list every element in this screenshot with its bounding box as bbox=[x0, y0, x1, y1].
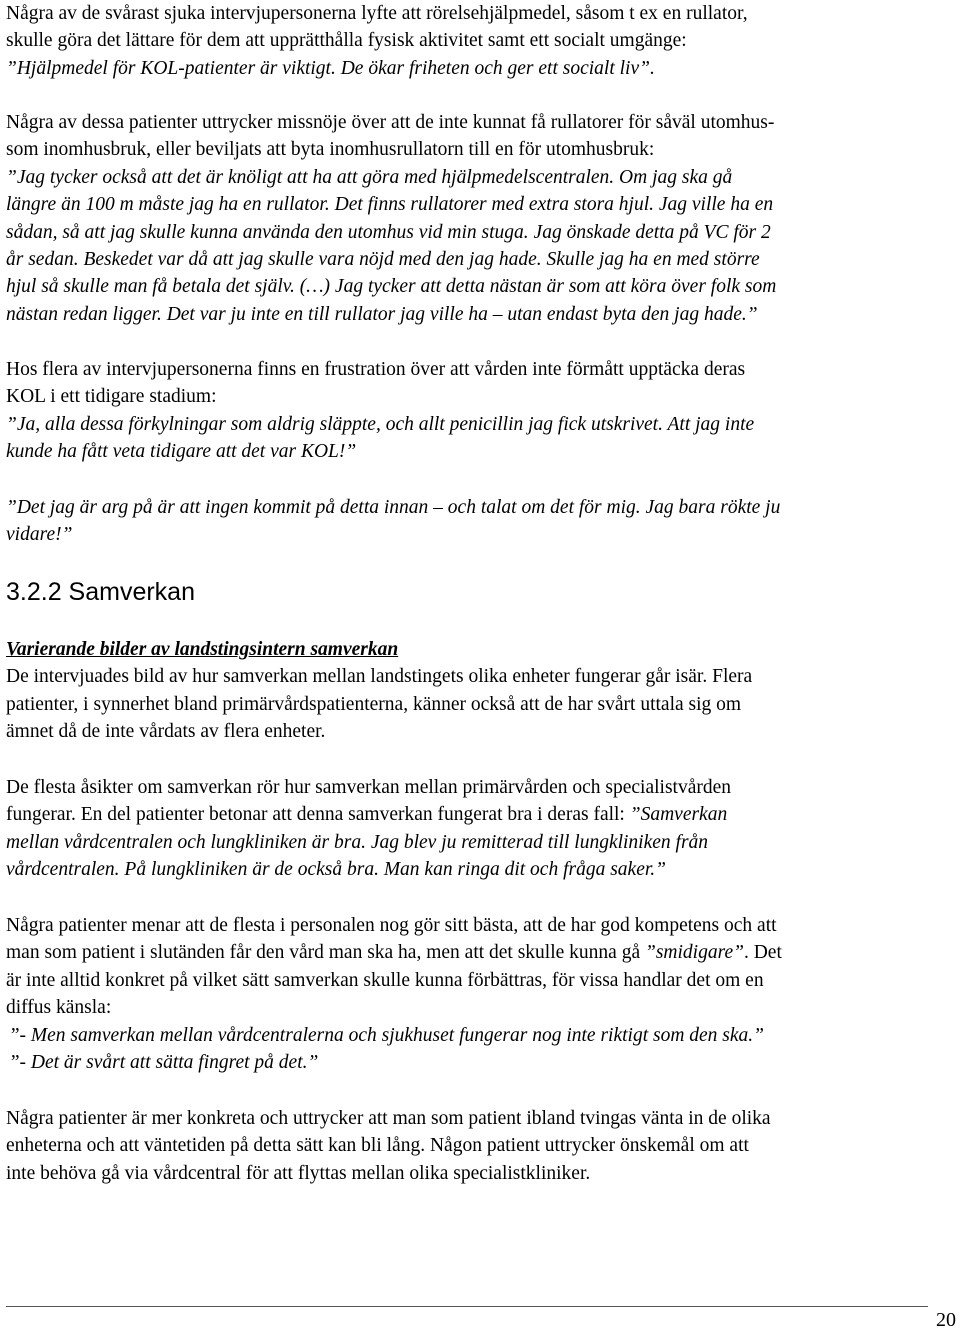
text-line: KOL i ett tidigare stadium: bbox=[6, 386, 217, 408]
page-number: 20 bbox=[936, 1309, 956, 1331]
paragraph-mobility-aids bbox=[6, 0, 958, 82]
quote-line: ”Hjälpmedel för KOL-patienter är viktigt. De ökar friheten och ger ett socialt liv”. bbox=[6, 57, 655, 79]
text-line bbox=[6, 939, 958, 966]
text-line: patienter, i synnerhet bland primärvårdspatienterna, känner också att de har svårt uttala sig om bbox=[6, 693, 742, 715]
text-line: skulle göra det lättare för dem att upprätthålla fysisk aktivitet samt ett socialt umgänge: bbox=[6, 30, 687, 52]
text-line: Några patienter menar att de flesta i personalen nog gör sitt bästa, att de har god kompetens och att bbox=[6, 915, 777, 936]
text-line: ämnet då de inte vårdats av flera enheter. bbox=[6, 721, 326, 743]
text-line bbox=[6, 801, 958, 828]
quote-line: längre än 100 m måste jag ha en rullator. Det finns rullatorer med extra stora hjul. Jag ville ha en bbox=[6, 194, 774, 216]
text-line: Några av dessa patienter uttrycker missnöje över att de inte kunnat få rullatorer för såväl utomhus- bbox=[6, 112, 775, 133]
text-line: Hos flera av intervjupersonerna finns en frustration över att vården inte förmått upptäcka deras bbox=[6, 359, 746, 380]
paragraph-late-diagnosis bbox=[6, 356, 958, 466]
quote-line: sådan, så att jag skulle kunna använda den utomhus vid min stuga. Jag önskade detta på VC för 2 bbox=[6, 221, 771, 243]
text-line: enheterna och att väntetiden på detta sätt kan bli lång. Någon patient uttrycker önskemål om att bbox=[6, 1135, 749, 1157]
section-heading: 3.2.2 Samverkan bbox=[6, 578, 195, 606]
quote-prefix: ”- bbox=[10, 1051, 31, 1073]
quote-line: nästan redan ligger. Det var ju inte en till rullator jag ville ha – utan endast byta den jag hade.” bbox=[6, 303, 758, 325]
text-line: inte behöva gå via vårdcentral för att flyttas mellan olika specialistkliniker. bbox=[6, 1162, 591, 1184]
quote-run: ”smidigare” bbox=[645, 942, 744, 964]
quote-run: ”Samverkan bbox=[629, 804, 728, 826]
text-line: som inomhusbruk, eller beviljats att byta inomhusrullatorn till en för utomhusbruk: bbox=[6, 139, 655, 161]
subheading: Varierande bilder av landstingsintern samverkan bbox=[6, 639, 399, 660]
quote-line: vidare!” bbox=[6, 524, 73, 546]
quote-line bbox=[6, 1022, 958, 1049]
text-run: man som patient i slutänden får den vård man ska ha, men att det skulle kunna gå bbox=[6, 942, 645, 964]
quote-line: ”Jag tycker också att det är knöligt att ha att göra med hjälpmedelscentralen. Om jag ska gå bbox=[6, 166, 733, 188]
paragraph-anger-quote bbox=[6, 494, 958, 549]
footer-divider bbox=[6, 1306, 928, 1307]
text-line: Några av de svårast sjuka intervjupersonerna lyfte att rörelsehjälpmedel, såsom t ex en rullator, bbox=[6, 3, 748, 24]
quote-line: hjul så skulle man få betala det själv. (…) Jag tycker att detta nästan är som att köra över folk som bbox=[6, 276, 777, 298]
text-line: Några patienter är mer konkreta och uttrycker att man som patient ibland tvingas vänta in de olika bbox=[6, 1108, 771, 1129]
paragraph-staff-competence bbox=[6, 912, 958, 1076]
quote-line: år sedan. Beskedet var då att jag skulle vara nöjd med den jag hade. Skulle jag ha en med större bbox=[6, 248, 760, 270]
text-line: De flesta åsikter om samverkan rör hur samverkan mellan primärvården och specialistvården bbox=[6, 777, 732, 798]
quote-line: kunde ha fått veta tidigare att det var KOL!” bbox=[6, 441, 357, 463]
text-line: De intervjuades bild av hur samverkan mellan landstingets olika enheter fungerar går isär. Flera bbox=[6, 666, 753, 688]
quote-line: vårdcentralen. På lungkliniken är de också bra. Man kan ringa dit och fråga saker.” bbox=[6, 859, 667, 881]
quote-line: ”Ja, alla dessa förkylningar som aldrig släppte, och allt penicillin jag fick utskrivet. Att jag inte bbox=[6, 413, 755, 435]
paragraph-rollator-dissatisfaction bbox=[6, 109, 958, 328]
text-line: är inte alltid konkret på vilket sätt samverkan skulle kunna förbättras, för vissa handlar det om en bbox=[6, 969, 764, 991]
paragraph-waiting-time bbox=[6, 1105, 958, 1187]
text-run: . Det bbox=[743, 942, 782, 964]
paragraph-internal-cooperation bbox=[6, 636, 958, 746]
quote-line bbox=[6, 1049, 958, 1076]
quote-line: ”Det jag är arg på är att ingen kommit på detta innan – och talat om det för mig. Jag bara rökte ju bbox=[6, 497, 781, 518]
text-line: diffus känsla: bbox=[6, 997, 112, 1019]
paragraph-primary-specialist bbox=[6, 774, 958, 884]
quote-prefix: ”- bbox=[10, 1024, 27, 1046]
quote-run: Men samverkan mellan vårdcentralerna och sjukhuset fungerar nog inte riktigt som den ska.” bbox=[26, 1024, 765, 1046]
quote-run: Det är svårt att sätta fingret på det.” bbox=[30, 1051, 319, 1073]
quote-line: mellan vårdcentralen och lungkliniken är bra. Jag blev ju remitterad till lungkliniken från bbox=[6, 831, 709, 853]
text-run: fungerar. En del patienter betonar att denna samverkan fungerat bra i deras fall: bbox=[6, 804, 630, 826]
